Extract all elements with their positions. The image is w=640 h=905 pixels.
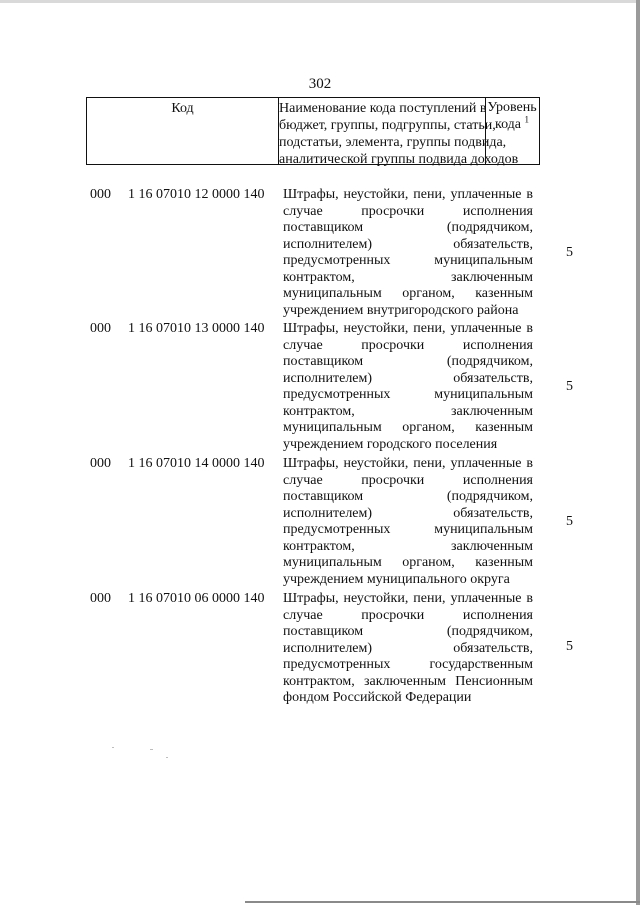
row-description-line: предусмотренных государственным [283,657,533,672]
row-description-line: Штрафы, неустойки, пени, уплаченные в [283,187,533,202]
row-admin-code: 000 [90,456,111,471]
row-description-line: муниципальным органом, казенным [283,420,533,435]
scan-speck [166,757,168,758]
page-edge-bottom [245,901,640,903]
row-description-line: муниципальным органом, казенным [283,555,533,570]
row-description-line: поставщиком (подрядчиком, [283,220,533,235]
row-description [283,591,533,707]
row-description-line: случае просрочки исполнения [283,203,533,219]
page-edge-top [0,0,640,3]
row-description-line: поставщиком (подрядчиком, [283,354,533,369]
row-description-line: учреждением муниципального округа [283,571,510,587]
row-description-line: предусмотренных муниципальным [283,387,533,402]
row-description-line: Штрафы, неустойки, пени, уплаченные в [283,321,533,336]
row-description-line: предусмотренных муниципальным [283,253,533,268]
row-description-line: муниципальным органом, казенным [283,286,533,301]
header-level-word: кода [494,117,522,132]
row-description-line: Штрафы, неустойки, пени, уплаченные в [283,456,533,471]
scan-speck [112,747,114,748]
table-header [86,97,540,165]
row-description-line: исполнителем) обязательств, [283,370,533,386]
scan-speck [150,749,153,750]
row-description-line: Штрафы, неустойки, пени, уплаченные в [283,591,533,606]
header-level-footnote: 1 [524,114,530,125]
page-number: 302 [308,76,332,92]
row-description-line: случае просрочки исполнения [283,472,533,488]
row-revenue-code: 1 16 07010 13 0000 140 [128,321,265,336]
row-description-line: поставщиком (подрядчиком, [283,489,533,504]
row-description-line: исполнителем) обязательств, [283,640,533,656]
header-level-cell [486,98,538,164]
row-description-line: исполнителем) обязательств, [283,505,533,521]
row-level: 5 [566,245,573,260]
row-description-line: случае просрочки исполнения [283,607,533,623]
row-description-line: предусмотренных муниципальным [283,522,533,537]
header-level-line [486,116,538,133]
row-description-line: контрактом, заключенным [283,403,533,419]
row-description-line: фондом Российской Федерации [283,690,472,705]
row-revenue-code: 1 16 07010 06 0000 140 [128,591,265,606]
row-description [283,187,533,319]
page-edge-right [636,0,640,905]
row-level: 5 [566,514,573,529]
row-admin-code: 000 [90,321,111,336]
header-name-line: бюджет, группы, подгруппы, статьи, [279,118,496,133]
row-description-line: исполнителем) обязательств, [283,236,533,252]
row-description-line: контрактом, заключенным [283,269,533,285]
row-description-line: поставщиком (подрядчиком, [283,624,533,639]
row-revenue-code: 1 16 07010 12 0000 140 [128,187,265,202]
header-name-line: подстатьи, элемента, группы подвида, [279,135,507,150]
header-name-line: Наименование кода поступлений в [279,101,487,116]
row-description [283,321,533,453]
row-description-line: случае просрочки исполнения [283,337,533,353]
header-level-line: Уровень [487,100,537,115]
header-code-label: Код [171,101,194,116]
row-description [283,456,533,588]
row-description-line: учреждением внутригородского района [283,302,519,318]
header-name-line: аналитической группы подвида доходов [279,152,519,167]
row-description-line: контрактом, заключенным Пенсионным [283,673,533,689]
row-admin-code: 000 [90,591,111,606]
row-level: 5 [566,379,573,394]
row-description-line: контрактом, заключенным [283,538,533,554]
row-description-line: учреждением городского поселения [283,436,498,452]
row-admin-code: 000 [90,187,111,202]
header-code-cell [87,98,279,164]
row-level: 5 [566,639,573,654]
row-revenue-code: 1 16 07010 14 0000 140 [128,456,265,471]
